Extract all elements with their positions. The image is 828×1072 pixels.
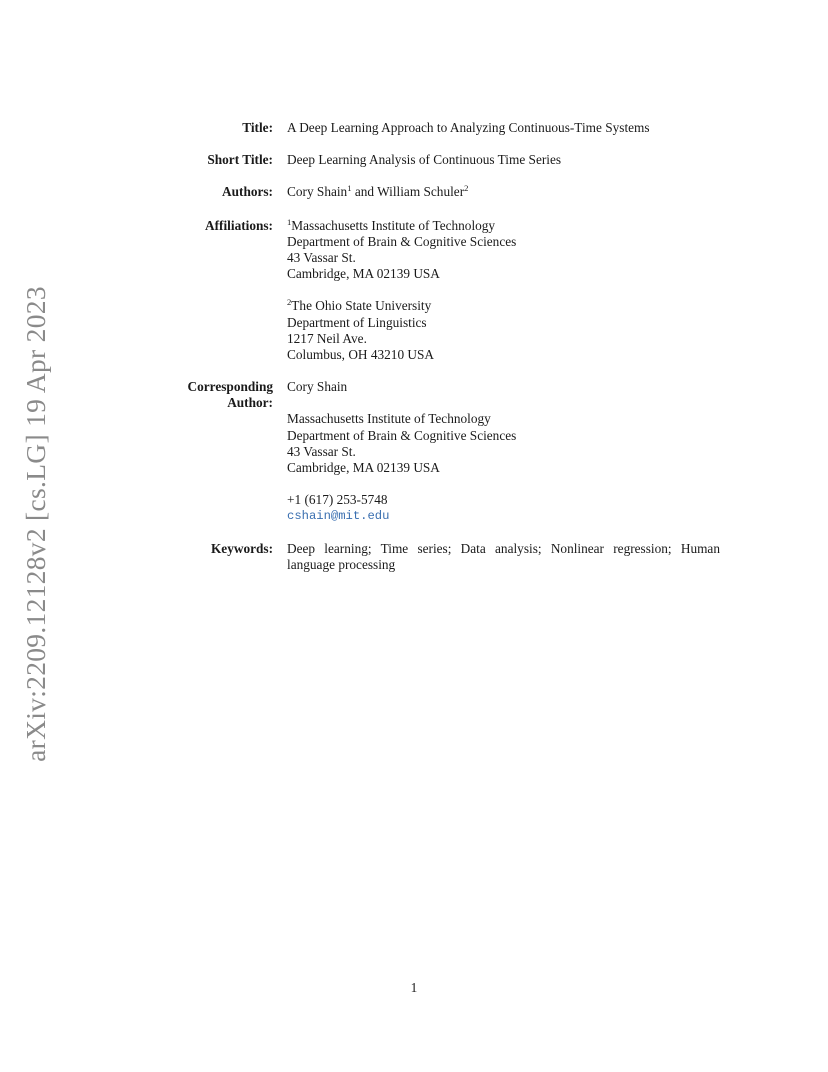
keywords-label: Keywords: — [210, 540, 273, 556]
short-title-row — [140, 152, 720, 168]
author-name: Cory Shain — [287, 184, 348, 200]
corresponding-author-label: Corresponding Author: — [187, 379, 273, 411]
corresponding-author-row — [140, 379, 720, 524]
corresponding-author-value — [287, 379, 720, 524]
address-line: Massachusetts Institute of Technology — [287, 411, 491, 427]
keywords-row — [140, 541, 720, 573]
affiliation-line: $^1$Massachusetts Institute of Technology — [287, 216, 496, 233]
affiliations-row — [140, 218, 720, 364]
arxiv-identifier-stamp: arXiv:2209.12128v2 [cs.LG] 19 Apr 2023 — [20, 286, 51, 762]
address-line: Cambridge, MA 02139 USA — [287, 460, 440, 476]
page-number: 1 — [410, 980, 418, 995]
affiliation-line: 1217 Neil Ave. — [287, 330, 367, 346]
affiliation-mark: 2 — [464, 183, 469, 194]
contact-block — [287, 492, 720, 524]
affiliation-block — [287, 298, 720, 363]
short-title-value: Deep Learning Analysis of Continuous Time Series — [287, 152, 562, 168]
title-label: Title: — [242, 120, 273, 135]
affiliation-line: $^2$The Ohio State University — [287, 297, 432, 314]
affiliation-line: Department of Brain & Cognitive Sciences — [287, 233, 517, 249]
short-title-label: Short Title: — [207, 152, 273, 168]
corresponding-author-name: Cory Shain — [287, 379, 348, 395]
affiliation-mark: 1 — [347, 183, 352, 194]
affiliations-label: Affiliations: — [205, 217, 273, 233]
author-conjunction: and — [354, 184, 375, 200]
corresponding-address — [287, 411, 720, 476]
title-row — [140, 120, 720, 136]
author-name: William Schuler — [377, 184, 465, 200]
affiliation-mark: 2 — [287, 297, 292, 308]
affiliation-block — [287, 218, 720, 283]
affiliation-mark: 1 — [287, 216, 292, 227]
affiliations-value — [287, 218, 720, 364]
title-page-metadata — [140, 120, 720, 573]
address-line: 43 Vassar St. — [287, 443, 356, 459]
phone-number: +1 (617) 253-5748 — [287, 492, 388, 508]
affiliation-line: Columbus, OH 43210 USA — [287, 347, 435, 363]
authors-value — [287, 184, 720, 200]
title-value: A Deep Learning Approach to Analyzing Continuous-Time Systems — [287, 120, 650, 135]
affiliation-line: Cambridge, MA 02139 USA — [287, 266, 440, 282]
email-link[interactable]: cshain@mit.edu — [287, 509, 390, 524]
keywords-value: Deep learning; Time series; Data analysis; Nonlinear regression; Human language processing — [287, 540, 720, 572]
affiliation-line: Department of Linguistics — [287, 314, 427, 330]
affiliation-line: 43 Vassar St. — [287, 250, 356, 266]
authors-label: Authors: — [222, 184, 273, 200]
authors-row — [140, 184, 720, 200]
address-line: Department of Brain & Cognitive Sciences — [287, 427, 517, 443]
